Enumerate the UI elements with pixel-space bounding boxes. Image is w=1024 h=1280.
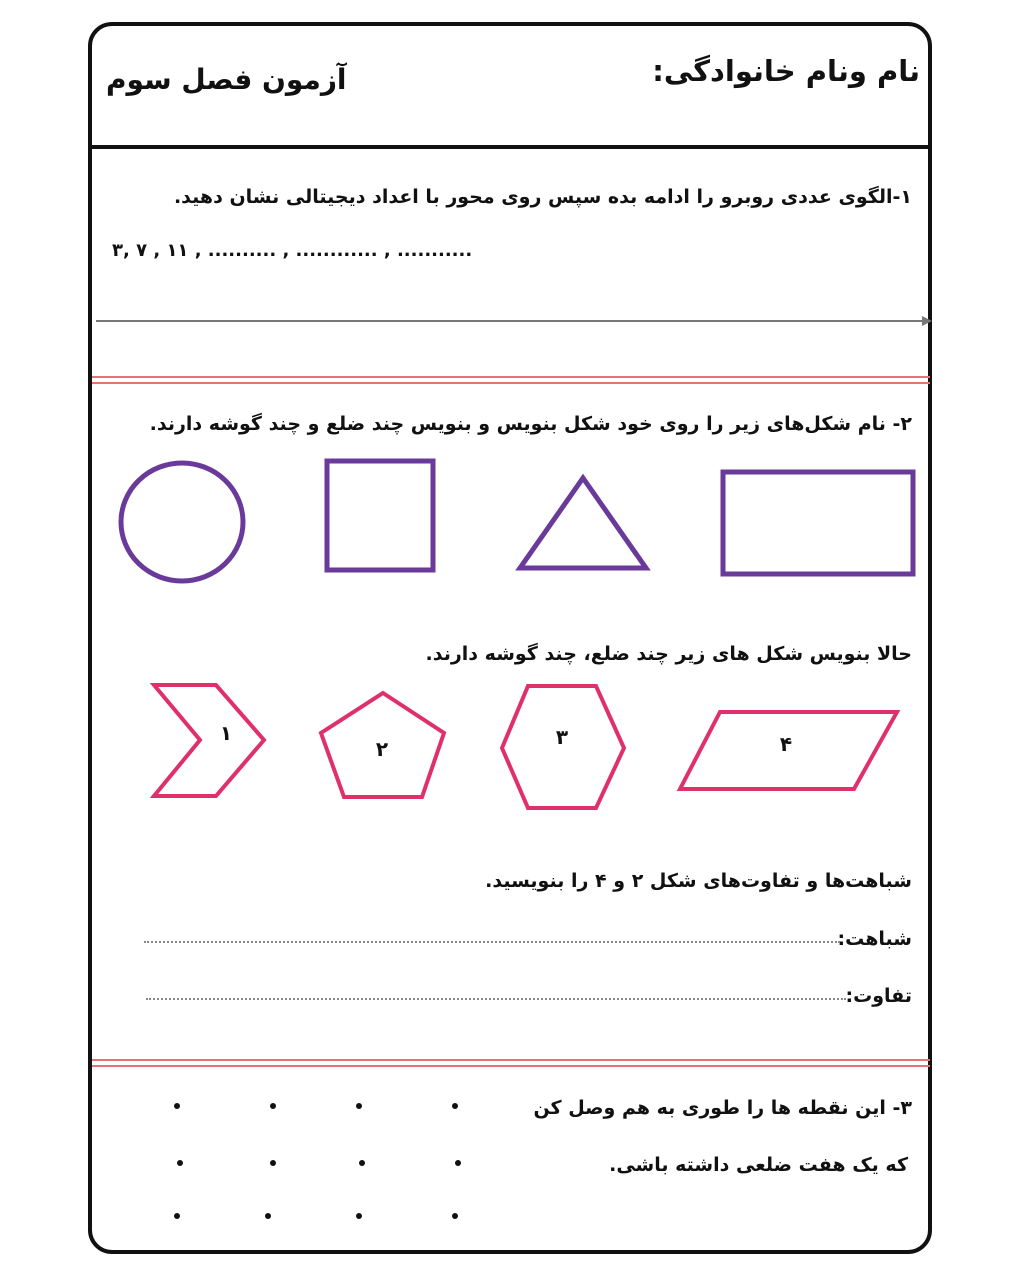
question-2-text: ۲- نام شکل‌های زیر را روی خود شکل بنویس و بنویس چند ضلع و چند گوشه دارند. xyxy=(149,413,912,435)
header-divider xyxy=(90,145,932,149)
similarity-label: شباهت: xyxy=(837,928,912,950)
exam-title: آزمون فصل سوم xyxy=(106,63,347,96)
square-shape[interactable] xyxy=(324,458,436,574)
shape-label-3: ۳ xyxy=(555,725,569,749)
connect-dot[interactable] xyxy=(455,1160,461,1166)
difference-answer-line[interactable] xyxy=(146,998,846,1000)
chevron-shape-1[interactable] xyxy=(150,682,270,800)
connect-dot[interactable] xyxy=(356,1103,362,1109)
connect-dot[interactable] xyxy=(265,1213,271,1219)
section-separator-1 xyxy=(92,376,930,384)
shape-label-1: ۱ xyxy=(219,721,233,745)
pentagon-shape-2[interactable] xyxy=(316,688,450,802)
number-line[interactable] xyxy=(96,312,934,332)
connect-dot[interactable] xyxy=(174,1103,180,1109)
question-3-line-1: ۳- این نقطه ها را طوری به هم وصل کن xyxy=(533,1097,912,1119)
shape-label-2: ۲ xyxy=(375,737,389,761)
rectangle-shape[interactable] xyxy=(720,469,916,577)
connect-dot[interactable] xyxy=(177,1160,183,1166)
connect-dot[interactable] xyxy=(270,1103,276,1109)
triangle-shape[interactable] xyxy=(516,474,650,574)
connect-dot[interactable] xyxy=(356,1213,362,1219)
connect-dot[interactable] xyxy=(452,1103,458,1109)
section-separator-2 xyxy=(92,1059,930,1067)
question-1-text: ۱-الگوی عددی روبرو را ادامه بده سپس روی محور با اعداد دیجیتالی نشان دهید. xyxy=(173,186,912,208)
parallelogram-shape-4[interactable] xyxy=(676,708,902,794)
difference-label: تفاوت: xyxy=(845,985,912,1007)
question-2-part-2-text: حالا بنویس شکل های زیر چند ضلع، چند گوشه دارند. xyxy=(425,643,912,665)
shape-label-4: ۴ xyxy=(779,732,793,756)
compare-question-text: شباهت‌ها و تفاوت‌های شکل ۲ و ۴ را بنویسید. xyxy=(485,870,912,892)
circle-shape[interactable] xyxy=(118,460,248,586)
connect-dot[interactable] xyxy=(452,1213,458,1219)
question-3-line-2: که یک هفت ضلعی داشته باشی. xyxy=(609,1154,908,1176)
name-label: نام ونام خانوادگی: xyxy=(652,54,920,88)
number-pattern: ۳, ۷ , ۱۱ , .......... , ............ , ........... xyxy=(112,240,473,261)
connect-dot[interactable] xyxy=(359,1160,365,1166)
number-line-arrow-icon xyxy=(922,316,932,326)
similarity-answer-line[interactable] xyxy=(144,941,840,943)
hexagon-shape-3[interactable] xyxy=(498,682,628,812)
connect-dot[interactable] xyxy=(174,1213,180,1219)
connect-dot[interactable] xyxy=(270,1160,276,1166)
